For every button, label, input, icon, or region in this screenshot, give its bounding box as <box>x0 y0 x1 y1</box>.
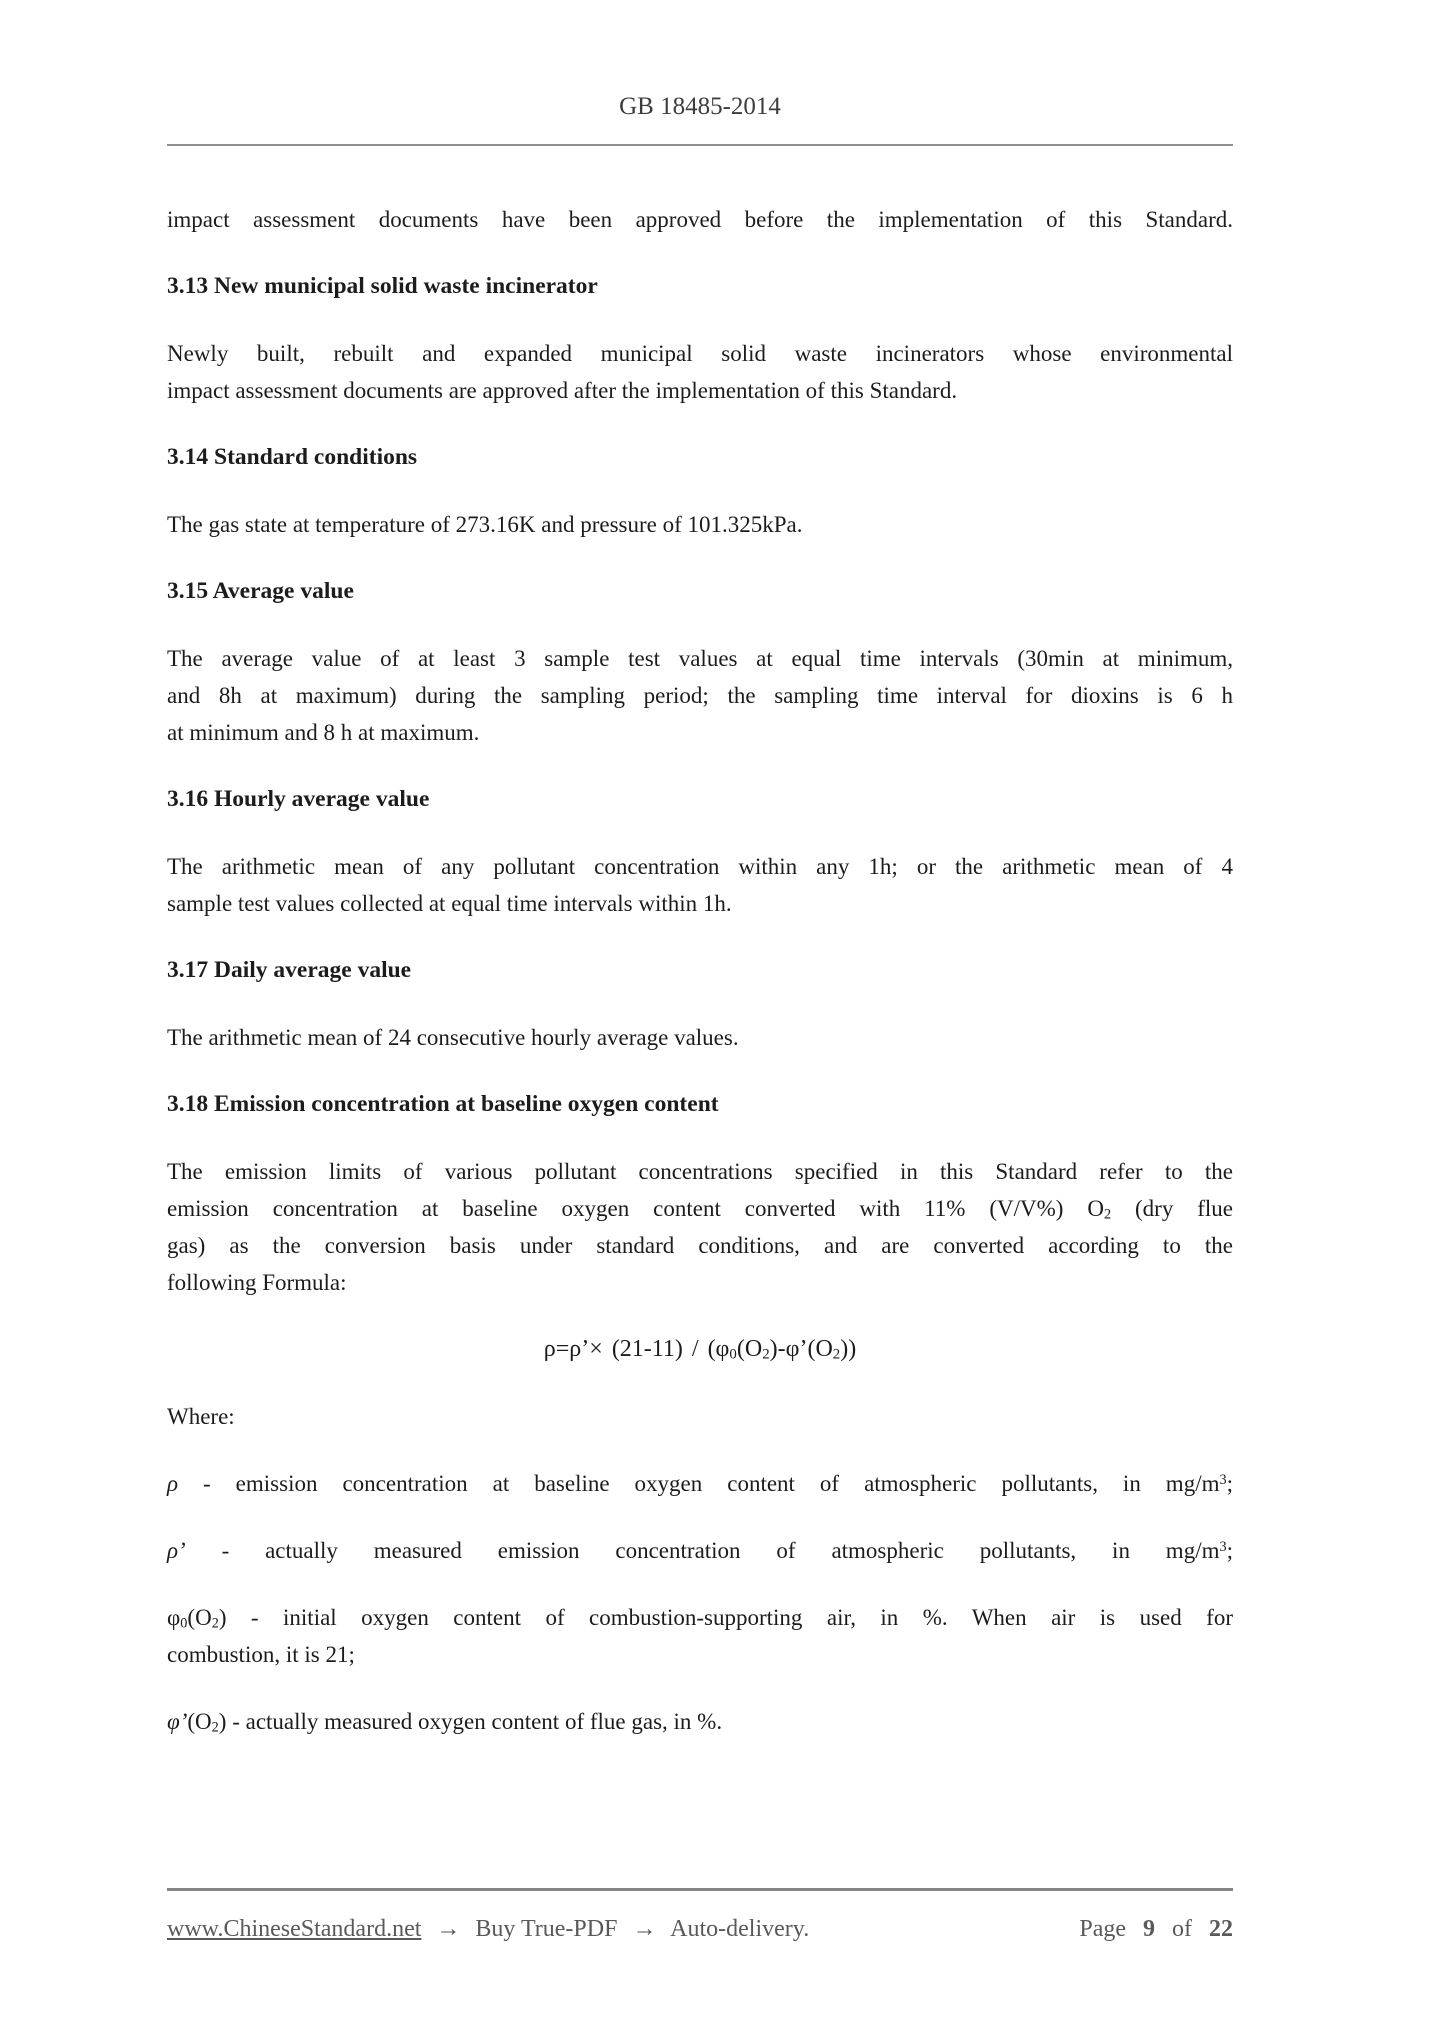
definition-text: ; <box>1226 1471 1233 1496</box>
paragraph-3-17 <box>167 1019 1233 1056</box>
footer-divider <box>167 1888 1233 1891</box>
paragraph-line: at minimum and 8 h at maximum. <box>167 720 480 745</box>
formula-text: )-φ’(O <box>769 1336 833 1362</box>
section-heading-3-15: 3.15 Average value <box>167 578 354 604</box>
page-label: Page <box>1079 1916 1126 1942</box>
paragraph-line: The emission limits of various pollutant concentrations specified in this Standard refer to the <box>167 1159 1233 1184</box>
paragraph-line: Newly built, rebuilt and expanded municipal solid waste incinerators whose environmental <box>167 341 1233 366</box>
paragraph-line: The average value of at least 3 sample test values at equal time intervals (30min at minimum, <box>167 646 1233 671</box>
definition-rho <box>167 1465 1233 1502</box>
definition-text: ) - initial oxygen content of combustion-supporting air, in %. When air is used for <box>218 1605 1233 1630</box>
paragraph-3-18 <box>167 1153 1233 1301</box>
paragraph-line: The arithmetic mean of any pollutant concentration within any 1h; or the arithmetic mean of 4 <box>167 854 1233 879</box>
document-body <box>167 201 1233 1740</box>
conversion-formula <box>167 1331 1233 1368</box>
paragraph-line: combustion, it is 21; <box>167 1642 355 1667</box>
subscript: 0 <box>180 1615 188 1632</box>
paragraph-line: and 8h at maximum) during the sampling period; the sampling time interval for dioxins is 6 h <box>167 683 1233 708</box>
formula-text: ρ=ρ’× (21-11) / (φ <box>543 1336 730 1362</box>
section-heading-3-18: 3.18 Emission concentration at baseline oxygen content <box>167 1091 719 1117</box>
arrow-right-icon: → <box>436 1916 461 1942</box>
paragraph-line <box>167 1599 1233 1636</box>
symbol-rho: ρ <box>167 1471 179 1496</box>
paragraph-3-14 <box>167 506 1233 543</box>
subscript: 2 <box>211 1719 219 1736</box>
symbol-phi-prime: φ’ <box>167 1709 188 1734</box>
superscript: 3 <box>1219 1471 1227 1488</box>
definition-text: (O <box>187 1605 212 1630</box>
subscript: 0 <box>729 1346 737 1363</box>
definition-phi0 <box>167 1599 1233 1673</box>
paragraph-line: The gas state at temperature of 273.16K and pressure of 101.325kPa. <box>167 512 803 537</box>
footer-buy-label: Buy True-PDF <box>475 1916 618 1942</box>
line-text: emission concentration at baseline oxygen content converted with 11% (V/V%) O <box>167 1196 1104 1221</box>
subscript: 2 <box>211 1615 219 1632</box>
where-label: Where: <box>167 1404 235 1429</box>
section-heading-3-13: 3.13 New municipal solid waste incinerator <box>167 273 598 299</box>
section-heading-3-16: 3.16 Hourly average value <box>167 786 430 812</box>
paragraph-3-13 <box>167 335 1233 409</box>
header-divider <box>167 144 1233 146</box>
paragraph-line: impact assessment documents are approved after the implementation of this Standard. <box>167 378 958 403</box>
definition-rho-prime <box>167 1532 1233 1569</box>
paragraph-line: gas) as the conversion basis under standard conditions, and are converted according to the <box>167 1233 1233 1258</box>
paragraph-3-16 <box>167 848 1233 922</box>
footer-row <box>167 1914 1233 1944</box>
page-number <box>1079 1914 1233 1944</box>
intro-paragraph-line: impact assessment documents have been approved before the implementation of this Standard. <box>167 207 1233 232</box>
line-text: (dry flue <box>1111 1196 1234 1221</box>
arrow-right-icon: → <box>632 1916 657 1942</box>
paragraph-3-15 <box>167 640 1233 751</box>
page-total: 22 <box>1209 1916 1233 1942</box>
document-header <box>167 0 1233 146</box>
subscript: 2 <box>832 1346 841 1363</box>
paragraph-line <box>167 1190 1233 1227</box>
of-label: of <box>1172 1916 1192 1942</box>
footer-delivery-label: Auto-delivery. <box>670 1916 810 1942</box>
footer-url-link[interactable]: www.ChineseStandard.net <box>167 1916 422 1942</box>
section-heading-3-14: 3.14 Standard conditions <box>167 444 418 470</box>
paragraph-line: following Formula: <box>167 1270 347 1295</box>
definition-text: - emission concentration at baseline oxygen content of atmospheric pollutants, in mg/m <box>178 1471 1220 1496</box>
footer-left <box>167 1914 818 1944</box>
definition-text: ; <box>1226 1538 1233 1563</box>
formula-text: )) <box>840 1336 857 1362</box>
page-footer <box>167 1888 1233 1944</box>
subscript: 2 <box>762 1346 770 1363</box>
section-heading-3-17: 3.17 Daily average value <box>167 957 412 983</box>
formula-text: (O <box>736 1336 763 1362</box>
definition-text: - actually measured emission concentration of atmospheric pollutants, in mg/m <box>185 1538 1220 1563</box>
symbol-rho-prime: ρ’ <box>167 1538 186 1563</box>
definition-text: (O <box>187 1709 212 1734</box>
symbol-phi0: φ <box>167 1605 181 1630</box>
doc-number: GB 18485-2014 <box>619 93 781 120</box>
subscript: 2 <box>1103 1206 1112 1223</box>
paragraph-line: sample test values collected at equal time intervals within 1h. <box>167 891 732 916</box>
definition-text: ) - actually measured oxygen content of flue gas, in %. <box>218 1709 723 1734</box>
page-current: 9 <box>1143 1916 1155 1942</box>
superscript: 3 <box>1219 1538 1227 1555</box>
definition-phi-prime <box>167 1703 1233 1740</box>
paragraph-line: The arithmetic mean of 24 consecutive hourly average values. <box>167 1025 739 1050</box>
